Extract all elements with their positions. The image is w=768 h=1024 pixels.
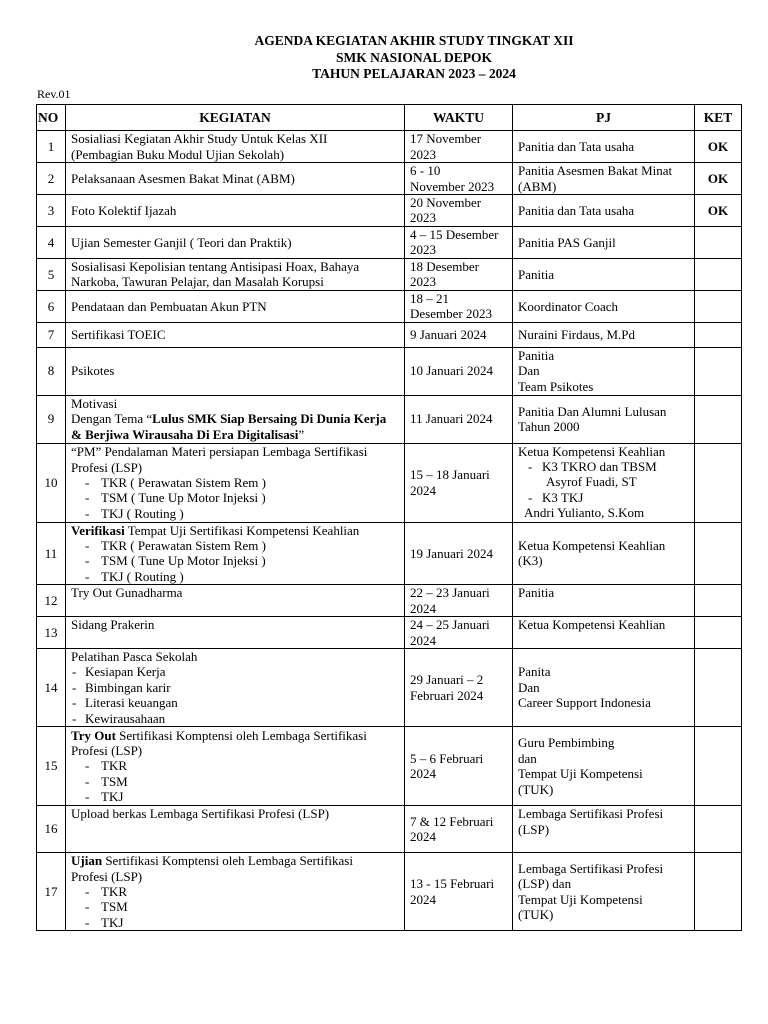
status-cell [695, 322, 742, 347]
status-cell: OK [695, 195, 742, 227]
pj-cell: Ketua Kompetensi Keahlian (K3) [513, 522, 695, 585]
row-number: 12 [37, 585, 66, 617]
list-item: - TKR ( Perawatan Sistem Rem ) [71, 475, 399, 490]
list-item: - Kesiapan Kerja [71, 664, 399, 679]
list-item: - Literasi keuangan [71, 695, 399, 710]
pj-cell: Panitia Dan Team Psikotes [513, 347, 695, 395]
time-cell: 18 Desember 2023 [405, 258, 513, 290]
table-row [37, 226, 742, 258]
list-item: - K3 TKRO dan TBSM [518, 459, 689, 474]
status-cell [695, 395, 742, 443]
status-cell: OK [695, 131, 742, 163]
col-header-ket: KET [695, 105, 742, 131]
time-cell: 9 Januari 2024 [405, 322, 513, 347]
row-number: 5 [37, 258, 66, 290]
row-number: 8 [37, 347, 66, 395]
pj-cell: Panitia [513, 585, 695, 617]
revision-label: Rev.01 [37, 87, 71, 101]
pj-cell: Panitia Dan Alumni Lulusan Tahun 2000 [513, 395, 695, 443]
list-item: - TSM ( Tune Up Motor Injeksi ) [71, 553, 399, 568]
list-item: - TSM ( Tune Up Motor Injeksi ) [71, 490, 399, 505]
table-row [37, 853, 742, 931]
status-cell [695, 853, 742, 931]
table-row [37, 806, 742, 853]
activity-cell: Ujian Sertifikasi Komptensi oleh Lembaga Sertifikasi Profesi (LSP) - TKR - TSM - TKJ [66, 853, 405, 931]
status-cell [695, 226, 742, 258]
motivation-theme: Lulus SMK Siap Bersaing Di Dunia Kerja & Berjiwa Wirausaha Di Era Digitalisasi [71, 411, 387, 442]
table-row [37, 727, 742, 806]
pj-cell: Panitia PAS Ganjil [513, 226, 695, 258]
status-cell [695, 522, 742, 585]
table-row [37, 585, 742, 617]
activity-cell: Pelatihan Pasca Sekolah - Kesiapan Kerja - Bimbingan karir - Literasi keuangan - Kewirausahaan [66, 649, 405, 727]
table-row [37, 522, 742, 585]
pj-cell: Panitia dan Tata usaha [513, 195, 695, 227]
time-cell: 24 – 25 Januari 2024 [405, 617, 513, 649]
activity-cell: “PM” Pendalaman Materi persiapan Lembaga Sertifikasi Profesi (LSP) - TKR ( Perawatan Sistem Rem ) - TSM ( Tune Up Motor Injeksi ) - TKJ ( Routing ) [66, 443, 405, 522]
time-cell: 18 – 21 Desember 2023 [405, 290, 513, 322]
row-number: 15 [37, 727, 66, 806]
time-cell: 20 November 2023 [405, 195, 513, 227]
activity-cell: Foto Kolektif Ijazah [66, 195, 405, 227]
time-cell: 15 – 18 Januari 2024 [405, 443, 513, 522]
table-row [37, 347, 742, 395]
col-header-pj: PJ [513, 105, 695, 131]
pj-cell: Panitia [513, 258, 695, 290]
activity-cell: Sertifikasi TOEIC [66, 322, 405, 347]
col-header-waktu: WAKTU [405, 105, 513, 131]
status-cell [695, 443, 742, 522]
pj-cell: Panita Dan Career Support Indonesia [513, 649, 695, 727]
table-row [37, 395, 742, 443]
activity-cell: Pendataan dan Pembuatan Akun PTN [66, 290, 405, 322]
table-row [37, 131, 742, 163]
table-row [37, 290, 742, 322]
pj-cell: Lembaga Sertifikasi Profesi (LSP) [513, 806, 695, 853]
row-number: 16 [37, 806, 66, 853]
list-item: - TSM [71, 774, 399, 789]
table-row [37, 649, 742, 727]
time-cell: 11 Januari 2024 [405, 395, 513, 443]
time-cell: 6 - 10 November 2023 [405, 163, 513, 195]
list-item: - Bimbingan karir [71, 680, 399, 695]
document-title: AGENDA KEGIATAN AKHIR STUDY TINGKAT XII [254, 33, 574, 48]
status-cell [695, 727, 742, 806]
list-item: - TKJ [71, 915, 399, 930]
row-number: 4 [37, 226, 66, 258]
list-item: - TKJ [71, 789, 399, 804]
list-item: - Kewirausahaan [71, 711, 399, 726]
activity-cell: Sosialiasi Kegiatan Akhir Study Untuk Kelas XII (Pembagian Buku Modul Ujian Sekolah) [66, 131, 405, 163]
row-number: 3 [37, 195, 66, 227]
status-cell [695, 806, 742, 853]
school-name: SMK NASIONAL DEPOK [335, 49, 493, 65]
row-number: 17 [37, 853, 66, 931]
list-item: - TSM [71, 899, 399, 914]
document-header [0, 33, 768, 83]
status-cell [695, 585, 742, 617]
activity-cell: Motivasi Dengan Tema “Lulus SMK Siap Bersaing Di Dunia Kerja & Berjiwa Wirausaha Di Era Digitalisasi” [66, 395, 405, 443]
list-item: - TKJ ( Routing ) [71, 506, 399, 521]
activity-cell: Sidang Prakerin [66, 617, 405, 649]
table-row [37, 617, 742, 649]
time-cell: 19 Januari 2024 [405, 522, 513, 585]
time-cell: 22 – 23 Januari 2024 [405, 585, 513, 617]
activity-cell: Verifikasi Tempat Uji Sertifikasi Kompetensi Keahlian - TKR ( Perawatan Sistem Rem ) - TSM ( Tune Up Motor Injeksi ) - TKJ ( Routing ) [66, 522, 405, 585]
pj-cell: Ketua Kompetensi Keahlian - K3 TKRO dan TBSM Asyrof Fuadi, ST - K3 TKJ Andri Yulianto, S.Kom [513, 443, 695, 522]
table-row [37, 322, 742, 347]
col-header-no: NO [37, 105, 66, 131]
status-cell [695, 617, 742, 649]
time-cell: 5 – 6 Februari 2024 [405, 727, 513, 806]
list-item: - TKJ ( Routing ) [71, 569, 399, 584]
pj-cell: Lembaga Sertifikasi Profesi (LSP) dan Tempat Uji Kompetensi (TUK) [513, 853, 695, 931]
table-row [37, 443, 742, 522]
time-cell: 10 Januari 2024 [405, 347, 513, 395]
status-cell [695, 290, 742, 322]
time-cell: 4 – 15 Desember 2023 [405, 226, 513, 258]
activity-cell: Try Out Gunadharma [66, 585, 405, 617]
pj-cell: Panitia dan Tata usaha [513, 131, 695, 163]
academic-year: TAHUN PELAJARAN 2023 – 2024 [312, 66, 516, 81]
activity-cell: Psikotes [66, 347, 405, 395]
time-cell: 29 Januari – 2 Februari 2024 [405, 649, 513, 727]
time-cell: 13 - 15 Februari 2024 [405, 853, 513, 931]
pj-cell: Ketua Kompetensi Keahlian [513, 617, 695, 649]
agenda-table [36, 104, 742, 931]
activity-cell: Sosialisasi Kepolisian tentang Antisipasi Hoax, Bahaya Narkoba, Tawuran Pelajar, dan Masalah Korupsi [66, 258, 405, 290]
pj-cell: Guru Pembimbing dan Tempat Uji Kompetensi (TUK) [513, 727, 695, 806]
header-row [37, 105, 742, 131]
pj-cell: Koordinator Coach [513, 290, 695, 322]
row-number: 13 [37, 617, 66, 649]
row-number: 14 [37, 649, 66, 727]
row-number: 10 [37, 443, 66, 522]
row-number: 2 [37, 163, 66, 195]
row-number: 6 [37, 290, 66, 322]
activity-cell: Try Out Sertifikasi Komptensi oleh Lembaga Sertifikasi Profesi (LSP) - TKR - TSM - TKJ [66, 727, 405, 806]
table-row [37, 195, 742, 227]
activity-cell: Ujian Semester Ganjil ( Teori dan Praktik) [66, 226, 405, 258]
time-cell: 17 November 2023 [405, 131, 513, 163]
status-cell: OK [695, 163, 742, 195]
row-number: 11 [37, 522, 66, 585]
time-cell: 7 & 12 Februari 2024 [405, 806, 513, 853]
pj-cell: Nuraini Firdaus, M.Pd [513, 322, 695, 347]
col-header-kegiatan: KEGIATAN [66, 105, 405, 131]
list-item: - TKR ( Perawatan Sistem Rem ) [71, 538, 399, 553]
row-number: 9 [37, 395, 66, 443]
table-row [37, 258, 742, 290]
activity-cell: Pelaksanaan Asesmen Bakat Minat (ABM) [66, 163, 405, 195]
pj-cell: Panitia Asesmen Bakat Minat (ABM) [513, 163, 695, 195]
status-cell [695, 347, 742, 395]
table-row [37, 163, 742, 195]
row-number: 7 [37, 322, 66, 347]
row-number: 1 [37, 131, 66, 163]
list-item: - K3 TKJ [518, 490, 689, 505]
list-item: - TKR [71, 884, 399, 899]
list-item: - TKR [71, 758, 399, 773]
activity-cell: Upload berkas Lembaga Sertifikasi Profesi (LSP) [66, 806, 405, 853]
status-cell [695, 258, 742, 290]
status-cell [695, 649, 742, 727]
